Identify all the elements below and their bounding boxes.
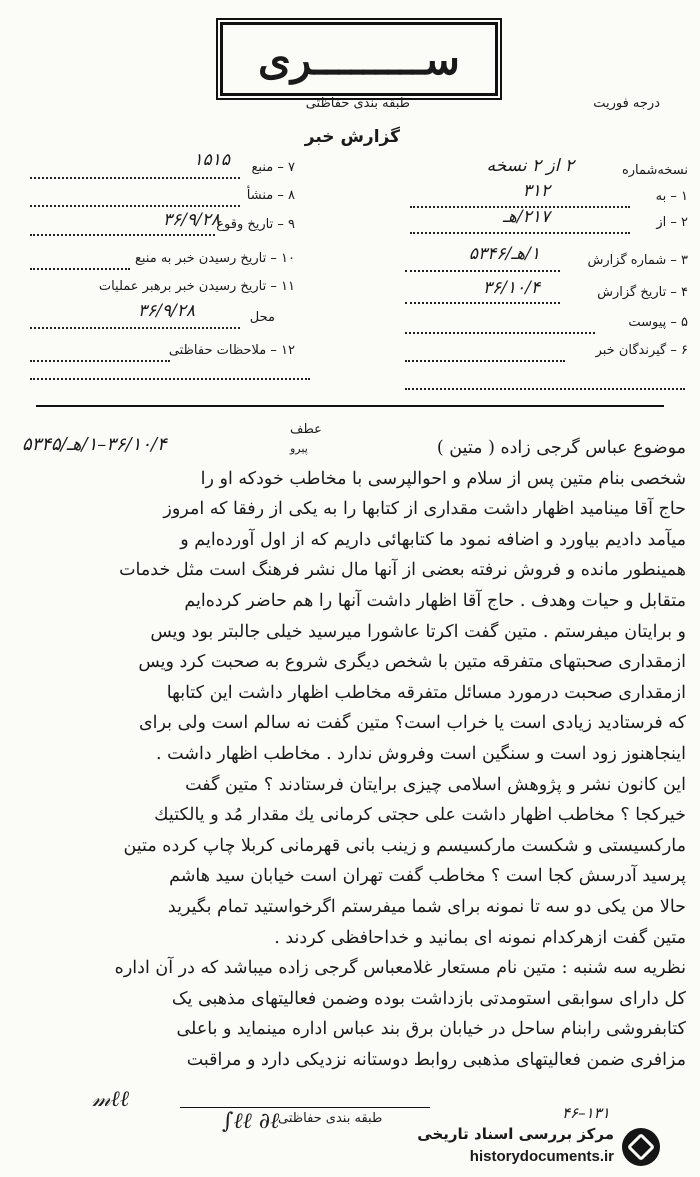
dotted-line <box>30 205 240 207</box>
signature-middle: ∫ℓℓ ∂ℓ <box>222 1109 280 1134</box>
body-line: متین گفت ازهرکدام نمونه ای بمانید و خداحافظی کردند . <box>274 927 686 948</box>
dotted-line <box>405 388 685 390</box>
commentary-line: نظریه سه شنبه : متین نام مستعار غلامعباس گرجی زاده میباشد که در آن اداره <box>114 958 686 979</box>
classification-label: ســـــــــری <box>258 34 460 84</box>
commentary-line: کل دارای سوابقی استومدتی بازداشت بوده وضمن فعالیتهای مذهبی یک <box>171 988 686 1009</box>
dotted-line <box>405 360 565 362</box>
dotted-line <box>30 268 130 270</box>
body-line: میآمد دادیم بیاورد و اضافه نمود ما کتابهائی داریم که از اول آورده‌ایم و <box>180 529 686 550</box>
dotted-line <box>405 270 560 272</box>
field-to-value: ۳۱۲ <box>522 181 550 201</box>
field-recipients: ۶ – گیرندگان خبر <box>595 343 688 358</box>
body-line: که فرستادید زیادی است یا خراب است؟ متین گفت نه سالم است ولی برای <box>138 713 686 734</box>
field-report-date: ۴ – تاریخ گزارش <box>597 285 688 300</box>
classification-stamp <box>220 22 498 96</box>
body-line: همینطور مانده و فروش نرفته بعضی از آنها مال نشر فرهنگ است مثل خدمات <box>119 560 686 581</box>
archive-name: مرکز بررسی اسناد تاریخی <box>417 1125 614 1143</box>
body-line: پرسید آدرسش کجا است ؟ مخاطب گفت تهران است خیابان سید هاشم <box>169 866 686 887</box>
footer-protection-label: طبقه بندی حفاظتی <box>278 1111 383 1126</box>
field-occurrence-date: ۹ – تاریخ وقوع <box>216 217 295 232</box>
field-location-value: ۳۶/۹/۲۸ <box>137 301 195 321</box>
field-report-date-value: ۳۶/۱۰/۴ <box>482 278 540 298</box>
field-from-value: ۲۱۷/هـ <box>502 207 550 227</box>
body-line: شخصی بنام متین پس از سلام و احوالپرسی با مخاطب خودکه او را <box>200 468 686 489</box>
body-line: ازمقداری صحبت درمورد مسائل متفرقه مخاطب اظهار داشت این کتابها <box>166 682 686 703</box>
body-line: حاج آقا مینامید اظهار داشت مقداری از کتابها را به یکی از رفقا که امروز <box>163 499 686 520</box>
body-line: خیرکجا ؟ مخاطب اظهار داشت علی حجتی کرمانی یك مقدار مُد و یالکتیك <box>154 805 686 826</box>
footer-line <box>180 1107 430 1108</box>
dotted-line <box>30 234 215 236</box>
annotation-reference-value: ۳۶/۱۰/۴–۱/هـ/۵۳۴۵ <box>22 434 167 455</box>
field-source-received-date: ۱۰ – تاریخ رسیدن خبر به منبع <box>134 251 295 266</box>
field-origin: ۸ – منشأ <box>246 188 295 203</box>
separator-line <box>36 405 664 407</box>
dotted-line <box>405 332 595 334</box>
archive-url[interactable]: historydocuments.ir <box>469 1148 614 1165</box>
field-source-value: ۱۵۱۵ <box>193 150 230 170</box>
commentary-line: کتابفروشی رابنام ساحل در خیابان برق بند عباس اداره مینماید و باعلی <box>176 1019 686 1040</box>
report-title: گزارش خبر <box>304 127 400 147</box>
body-line: ازمقداری صحبتهای متفرقه متین با شخص دیگری شروع به صحبت کرد ویس <box>138 652 686 673</box>
annotation-peyrow: پیرو <box>290 442 308 455</box>
protection-label: طبقه بندی حفاظتی <box>305 96 410 111</box>
body-line: مارکسیستی و شکست مارکسیسم و زینب بانی قهرمانی کربلا چاپ کرده متین <box>123 835 686 856</box>
dotted-line <box>405 302 560 304</box>
field-copy-number-value: ۲ از ۲ نسخه <box>486 156 574 176</box>
annotation-atf: عطف <box>290 422 322 437</box>
report-body <box>14 433 686 1075</box>
field-to: ۱ – به <box>655 189 688 204</box>
dotted-line <box>30 327 240 329</box>
body-line: و برایتان میفرستم . متین گفت اکرتا عاشورا میرسید خیلی جالبتر بود ویس <box>150 621 686 642</box>
dotted-line <box>30 177 240 179</box>
dotted-line <box>410 232 630 234</box>
body-line: اینجاهنوز زود است و سنگین است وفروش ندارد . مخاطب اظهار داشت . <box>156 743 686 764</box>
field-security-notes: ۱۲ – ملاحظات حفاظتی <box>168 343 295 358</box>
field-report-number: ۳ – شماره گزارش <box>587 253 688 268</box>
field-from: ۲ – از <box>656 215 688 230</box>
field-copy-number: نسخه‌شماره <box>621 163 688 178</box>
body-line: حالا من یکی دو سه تا نمونه برای شما میفرستم اگرخواستید تمام بگیرید <box>167 896 686 917</box>
page-number: ۴۶–۱۳۱ <box>562 1104 610 1122</box>
body-line: این کانون نشر و پژوهش اسلامی چیزی برایتان فرستادند ؟ متین گفت <box>185 774 686 795</box>
dotted-line <box>30 378 310 380</box>
field-occurrence-date-value: ۳۶/۹/۲۸ <box>162 210 220 230</box>
dotted-line <box>30 360 170 362</box>
field-leader-received-date: ۱۱ – تاریخ رسیدن خبر برهبر عملیات <box>98 279 295 294</box>
urgency-label: درجه فوریت <box>593 96 660 111</box>
body-line: متقابل و حیات وهدف . حاج آقا اظهار داشت آنها را هم حاضر کرده‌ایم <box>184 590 686 611</box>
archive-logo-icon <box>622 1128 660 1166</box>
commentary-line: مزافری ضمن فعالیتهای مذهبی روابط دوستانه نزدیکی دارد و مراقبت <box>186 1049 686 1070</box>
field-attachment: ۵ – پیوست <box>628 315 688 330</box>
subject-line: موضوع عباس گرجی زاده ( متین ) <box>436 438 686 458</box>
field-source: ۷ – منبع <box>251 160 295 175</box>
field-report-number-value: ۱/هـ/۵۳۴۶ <box>468 244 540 264</box>
field-location: محل <box>249 310 275 325</box>
signature-left: 𝓂ℓℓ <box>92 1087 130 1112</box>
